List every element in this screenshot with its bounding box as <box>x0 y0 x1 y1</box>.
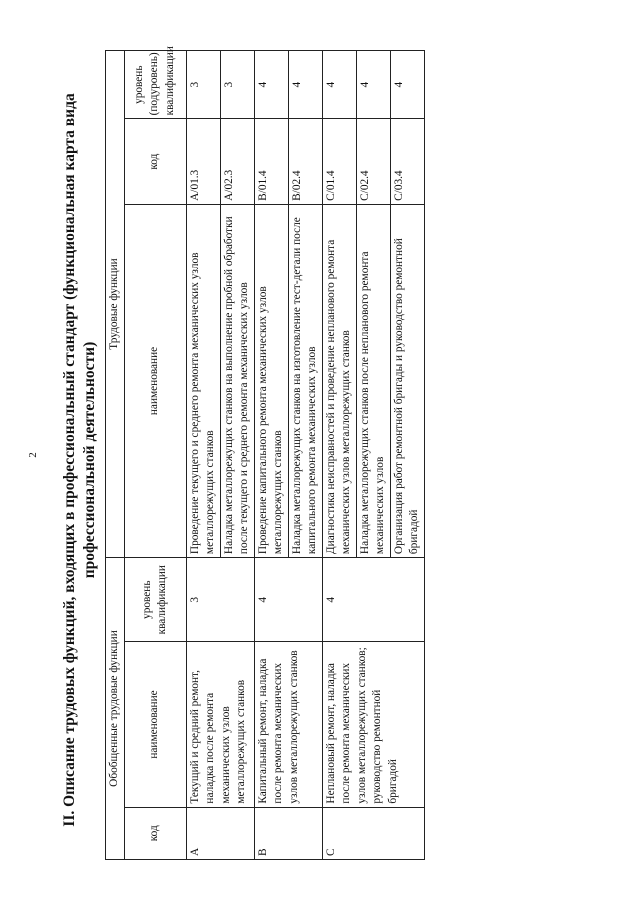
gen-name-cell: Неплановый ремонт, наладка после ремонта механических узлов металлорежущих станков; руководство ремонтной бригадой <box>322 642 424 807</box>
labor-code-cell: C/03.4 <box>390 119 424 204</box>
labor-level-cell: 4 <box>288 51 322 119</box>
labor-level-cell: 4 <box>322 51 356 119</box>
labor-name-cell: Проведение капитального ремонта механических узлов металлорежущих станков <box>254 204 288 557</box>
table-row <box>186 51 220 860</box>
labor-level-cell: 4 <box>390 51 424 119</box>
title-line-1: II. Описание трудовых функций, входящих в профессиональный стандарт (функциональная карта вида <box>61 93 78 827</box>
header-row-columns <box>124 51 186 860</box>
table-row <box>322 51 356 860</box>
col-sublevel-header: уровень (подуровень) квалификации <box>124 51 186 119</box>
gen-name-cell: Текущий и средний ремонт, наладка после ремонта механических узлов металлорежущих станков <box>186 642 254 807</box>
labor-code-cell: A/01.3 <box>186 119 220 204</box>
gen-code-cell: B <box>254 807 322 859</box>
labor-name-cell: Организация работ ремонтной бригады и руководство ремонтной бригадой <box>390 204 424 557</box>
labor-name-cell: Наладка металлорежущих станков на изготовление тест-детали после капитального ремонта механических узлов <box>288 204 322 557</box>
generalized-functions-header: Обобщенные трудовые функции <box>106 558 125 860</box>
col-qual-level-header: уровень квалификации <box>124 558 186 642</box>
labor-name-cell: Диагностика неисправностей и проведение непланового ремонта механических узлов металлорежущих станков <box>322 204 356 557</box>
col-labor-code-header: код <box>124 119 186 204</box>
labor-level-cell: 3 <box>186 51 220 119</box>
labor-name-cell: Наладка металлорежущих станков после непланового ремонта механических узлов <box>356 204 390 557</box>
col-code-header: код <box>124 807 186 859</box>
header-row-groups <box>106 51 125 860</box>
labor-code-cell: B/01.4 <box>254 119 288 204</box>
gen-level-cell: 4 <box>322 558 424 642</box>
labor-code-cell: A/02.3 <box>220 119 254 204</box>
labor-level-cell: 3 <box>220 51 254 119</box>
functional-map-table <box>105 46 425 860</box>
rotated-page-content <box>60 46 440 870</box>
gen-code-cell: A <box>186 807 254 859</box>
col-labor-name-header: наименование <box>124 204 186 557</box>
labor-code-cell: B/02.4 <box>288 119 322 204</box>
gen-code-cell: C <box>322 807 424 859</box>
col-name-header: наименование <box>124 642 186 807</box>
labor-level-cell: 4 <box>356 51 390 119</box>
labor-level-cell: 4 <box>254 51 288 119</box>
labor-code-cell: C/01.4 <box>322 119 356 204</box>
page-number: 2 <box>27 452 39 458</box>
labor-code-cell: C/02.4 <box>356 119 390 204</box>
gen-level-cell: 4 <box>254 558 322 642</box>
gen-name-cell: Капитальный ремонт, наладка после ремонта механических узлов металлорежущих станков <box>254 642 322 807</box>
labor-functions-header: Трудовые функции <box>106 51 125 558</box>
labor-name-cell: Проведение текущего и среднего ремонта механических узлов металлорежущих станков <box>186 204 220 557</box>
section-title <box>60 50 100 870</box>
table-row <box>254 51 288 860</box>
title-line-2: профессиональной деятельности) <box>81 341 98 579</box>
gen-level-cell: 3 <box>186 558 254 642</box>
labor-name-cell: Наладка металлорежущих станков на выполнение пробной обработки после текущего и среднего ремонта механических узлов <box>220 204 254 557</box>
